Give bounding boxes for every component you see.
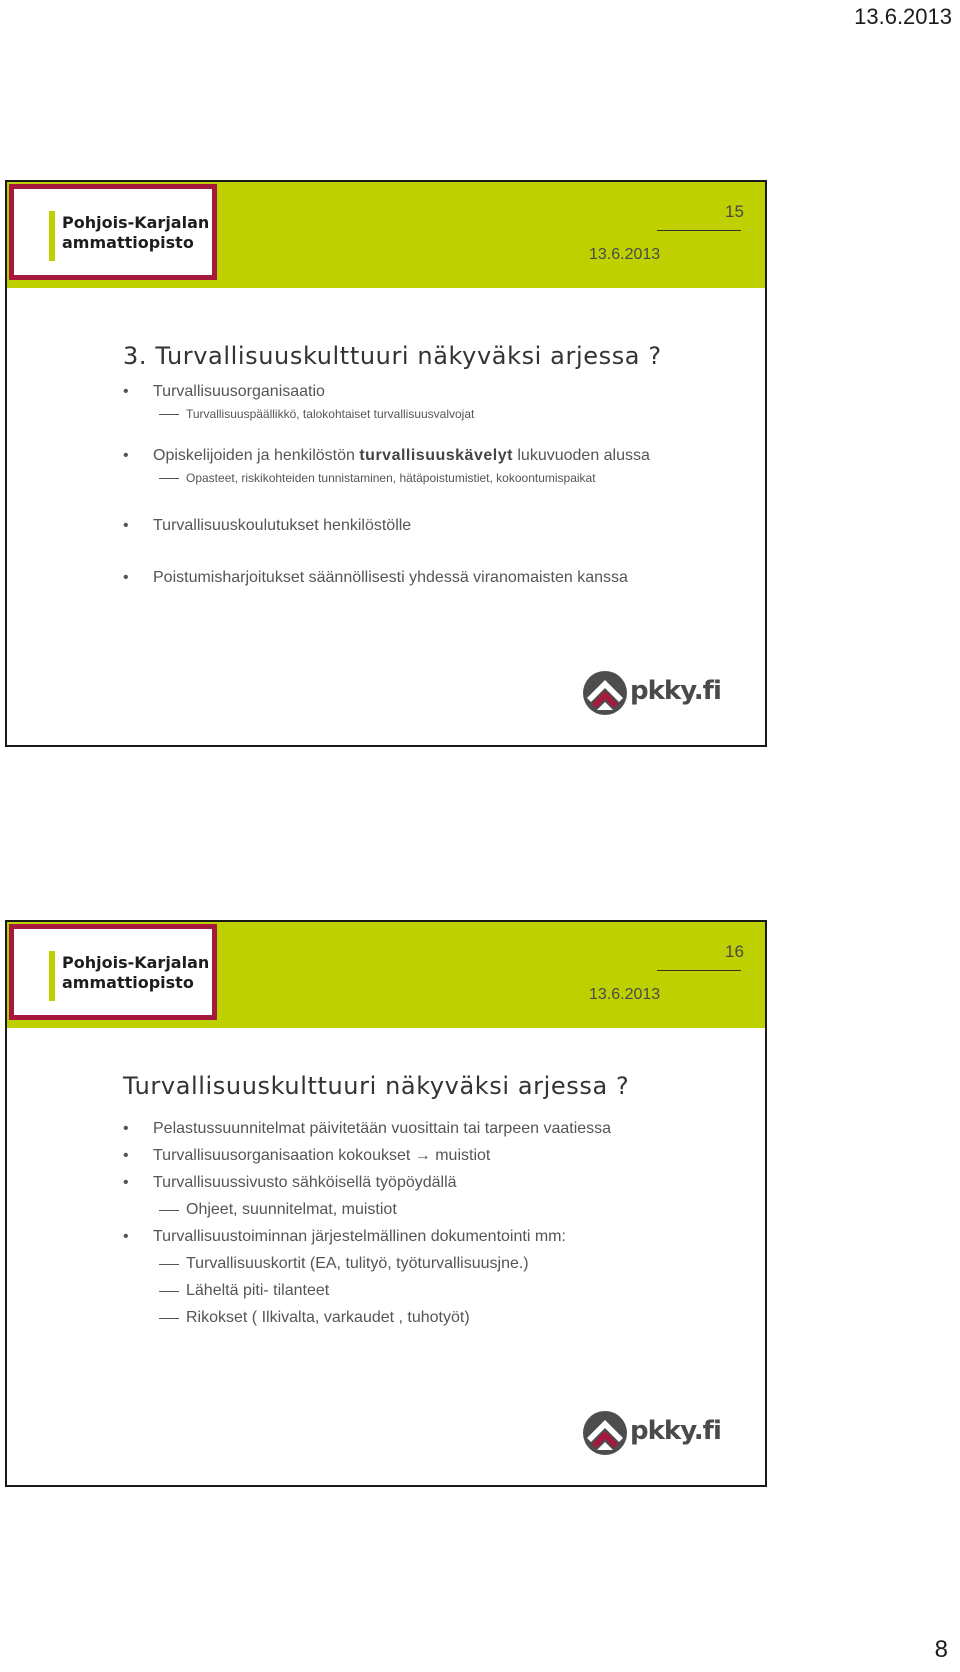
sub-bullet-item: Ohjeet, suunnitelmat, muistiot (7, 1196, 765, 1223)
logo-line-1: Pohjois-Karjalan (62, 213, 210, 232)
slide-body (7, 1115, 765, 1331)
pkky-roof-logo-icon (582, 1410, 628, 1456)
institution-logo (9, 924, 217, 1020)
bullet-item: • Pelastussuunnitelmat päivitetään vuosittain tai tarpeen vaatiessa (7, 1115, 765, 1142)
brand-logo (582, 670, 721, 720)
slide-title: Turvallisuuskulttuuri näkyväksi arjessa ? (123, 1072, 630, 1100)
logo-line-2: ammattiopisto (62, 973, 194, 992)
logo-line-1: Pohjois-Karjalan (62, 953, 210, 972)
sub-bullet-item: Turvallisuuspäällikkö, talokohtaiset turvallisuusvalvojat (7, 404, 765, 424)
slide-header (7, 922, 765, 1028)
logo-line-2: ammattiopisto (62, 233, 194, 252)
brand-text: pkky.fi (630, 676, 721, 706)
slide-15 (5, 180, 767, 747)
page-number: 8 (934, 1636, 948, 1663)
institution-logo (9, 184, 217, 280)
bullet-item (7, 444, 765, 468)
bullet-item: • Poistumisharjoitukset säännöllisesti yhdessä viranomaisten kanssa (7, 566, 765, 590)
pkky-roof-logo-icon (582, 670, 628, 716)
sub-bullet-item: Rikokset ( Ilkivalta, varkaudet , tuhotyöt) (7, 1304, 765, 1331)
slide-number: 16 (725, 942, 744, 961)
logo-text (62, 953, 209, 993)
bullet-item: • Turvallisuustoiminnan järjestelmällinen dokumentointi mm: (7, 1223, 765, 1250)
slide-body (7, 380, 765, 590)
sub-bullet-item: Turvallisuuskortit (EA, tulityö, työturvallisuusjne.) (7, 1250, 765, 1277)
slide-16 (5, 920, 767, 1487)
bullet-item: • Turvallisuuskoulutukset henkilöstölle (7, 514, 765, 538)
bullet-item: • Turvallisuusorganisaatio (7, 380, 765, 404)
logo-text (62, 213, 209, 253)
bullet-text-strong: turvallisuuskävelyt (359, 447, 513, 464)
slide-number: 15 (725, 202, 744, 221)
brand-logo (582, 1410, 721, 1460)
bullet-text: Opiskelijoiden ja henkilöstön (153, 447, 360, 464)
bullet-item: • Turvallisuussivusto sähköisellä työpöydällä (7, 1169, 765, 1196)
slide-title: 3. Turvallisuuskulttuuri näkyväksi arjessa ? (123, 342, 662, 370)
logo-bar (49, 951, 55, 1001)
bullet-text: lukuvuoden alussa (512, 447, 650, 464)
slide-header (7, 182, 765, 288)
slide-number-underline (657, 230, 741, 231)
slide-date: 13.6.2013 (589, 246, 661, 263)
slide-date: 13.6.2013 (589, 986, 661, 1003)
sub-bullet-item: Läheltä piti- tilanteet (7, 1277, 765, 1304)
bullet-item: • Turvallisuusorganisaation kokoukset → muistiot (7, 1142, 765, 1169)
page-date: 13.6.2013 (854, 4, 952, 29)
logo-bar (49, 211, 55, 261)
sub-bullet-item: Opasteet, riskikohteiden tunnistaminen, hätäpoistumistiet, kokoontumispaikat (7, 468, 765, 488)
slide-number-underline (657, 970, 741, 971)
brand-text: pkky.fi (630, 1416, 721, 1446)
